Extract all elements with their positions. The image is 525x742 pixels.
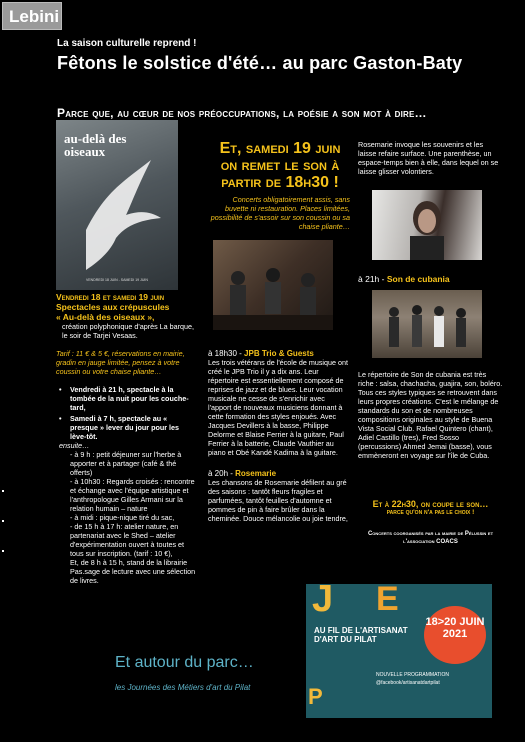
poster-letter-p: P [308,684,323,709]
rosemarie-heading [208,469,348,478]
schedule-item: - à midi : pique-nique tiré du sac, [70,513,175,522]
schedule-item: - à 9 h : petit déjeuner sur l'herbe à apporter et à partager (café & thé offerts) [70,450,182,477]
rosemarie-name: Rosemarie [235,469,277,478]
show-description: création polyphonique d'après La barque, le soir de Tarjei Vesaas. [62,322,195,340]
schedule-item: - de 15 h à 17 h: atelier nature, en partenariat avec le Shed – atelier d'expérimentation ouvert à toutes et tous sur inscription. (tarif : 10 €), [70,522,185,558]
site-logo[interactable]: Lebini [2,2,62,30]
jpb-text: Les trois vétérans de l'école de musique ont créé le JPB Trio il y a dix ans. Leur répertoire est essentiellement composé de reprises de jazz et de blues. Leur vocation musicale ne cesse de s'enrichir avec l'apport de nouveaux musiciens donnant à cette formation des styles enjoués. Avec Jacques Devillers à la basse, Philippe Delorme et Blaise Ferrier à la guitare, Paul Ferrier à la batterie, Claude Vauthier au piano et Obé Kandé Kadima à la guitare. [208,358,349,457]
jpb-time: à 18h30 - [208,349,245,358]
poster-title: AU FIL DE L'ARTISANAT D'ART DU PILAT [314,626,408,644]
column-spectacle [56,292,196,585]
poster-programme: NOUVELLE PROGRAMMATION [376,672,449,678]
rosemarie-photo [372,190,482,260]
cover-footer: VENDREDI 18 JUIN - SAMEDI 19 JUIN [86,278,148,282]
bullet-vendredi: • Vendredi à 21 h, spectacle à la tombée de la nuit pour les couche-tard, [56,385,196,412]
cover-title: au-delà des oiseaux [64,131,127,159]
page-headline: Fêtons le solstice d'été… au parc Gaston-Baty [57,53,463,73]
bird-illustration [56,120,178,290]
poster-letter-j: J [312,584,334,620]
show-dates: Vendredi 18 et samedi 19 juin [56,292,165,302]
cubania-name: Son de cubania [386,274,450,284]
schedule-item: Et, de 8 h à 15 h, stand de la librairie Pas.sage de lecture avec une sélection de livres. [70,558,196,585]
cubania-time: à 21h - [358,274,387,284]
cubania-heading [358,274,450,284]
kicker-text: La saison culturelle reprend ! [57,38,197,49]
bullet-samedi: • Samedi à 7 h, spectacle au « presque » lever du jour pour les lève-tôt. [56,414,196,441]
organizers: Concerts coorganisés par la mairie de Pélussin et l'association COACS [367,531,494,545]
concert-note: Concerts obligatoirement assis, sans buvette ni restauration. Places limitées, possibilité de s'assoir sur son coussin ou sa chaise pliante… [210,195,350,231]
ensuite-label: ensuite… [59,441,90,450]
show-title: « Au-delà des oiseaux », [56,312,155,322]
jpb-name: JPB Trio & Guests [244,349,314,358]
margin-dot [2,490,4,492]
closing-line-1: Et à 22h30, on coupe le son… [372,499,489,509]
cubania-text: Le répertoire de Son de cubania est très riche : salsa, chachacha, guajira, son, boléro. Tous ces styles typiques se retrouvent dans leurs propres créations. C'est le mélange de standards du son et de nombreuses compositions originales au style de Buena Vista Social Club. Rafael Quintero (chant), Adiel Castillo (tres), Fred Sosso (percussions) Ahmed Jemai (basse), vous emmèneront en voyage sur l'île de Cuba. [358,370,503,460]
show-label: Spectacles aux crépuscules [56,302,170,312]
closing-notice [358,499,503,516]
schedule-item: - à 10h30 : Regards croisés : rencontre et échange avec l'équipe artistique et l'anthropologue Gilles Armani sur la relation humain – nature [70,477,195,513]
concert-heading: Et, samedi 19 juin on remet le son à partir de 18h30 ! [219,140,341,191]
jpb-heading [208,349,348,358]
book-cover-image [56,120,178,290]
jpb-trio-photo [213,240,333,330]
margin-dot [2,520,4,522]
poster-facebook: @facebook/artisanatdartpilat [376,680,440,686]
band-silhouettes [213,240,333,330]
closing-line-2: parce qu'on n'a pas le choix ! [386,509,475,516]
son-de-cubania-photo [372,290,482,358]
rosemarie-continued: Rosemarie invoque les souvenirs et les laisse refaire surface. Une parenthèse, un espace-temps bien à elle, dans lequel on se laisse glisser volontiers. [358,140,499,176]
around-park-subtitle: les Journées des Métiers d'art du Pilat [115,683,251,692]
show-bullets [56,385,196,441]
poster-letter-e: E [376,584,399,618]
poster-date: 18>20 JUIN 2021 [424,606,486,664]
artisanat-poster [306,584,492,718]
tagline: Parce que, au cœur de nos préoccupations, la poésie a son mot à dire… [57,106,427,120]
group-silhouettes [372,290,482,358]
portrait-silhouette [372,190,482,260]
column-concerts [208,349,348,523]
rosemarie-text: Les chansons de Rosemarie défilent au gré des saisons : tantôt fleurs fragiles et parfumées, tantôt feuilles d'automne et pommes de pin à faire brûler dans la cheminée. Douce mélancolie ou joie tendre, [208,478,348,523]
margin-dot [2,550,4,552]
schedule-list [56,450,196,585]
rosemarie-time: à 20h - [208,469,236,478]
show-tarif: Tarif : 11 € & 5 €, réservations en mairie, gradin en jauge limitée, pensez à votre coussin ou votre chaise pliante… [56,349,185,376]
around-park-heading: Et autour du parc… [115,654,254,671]
